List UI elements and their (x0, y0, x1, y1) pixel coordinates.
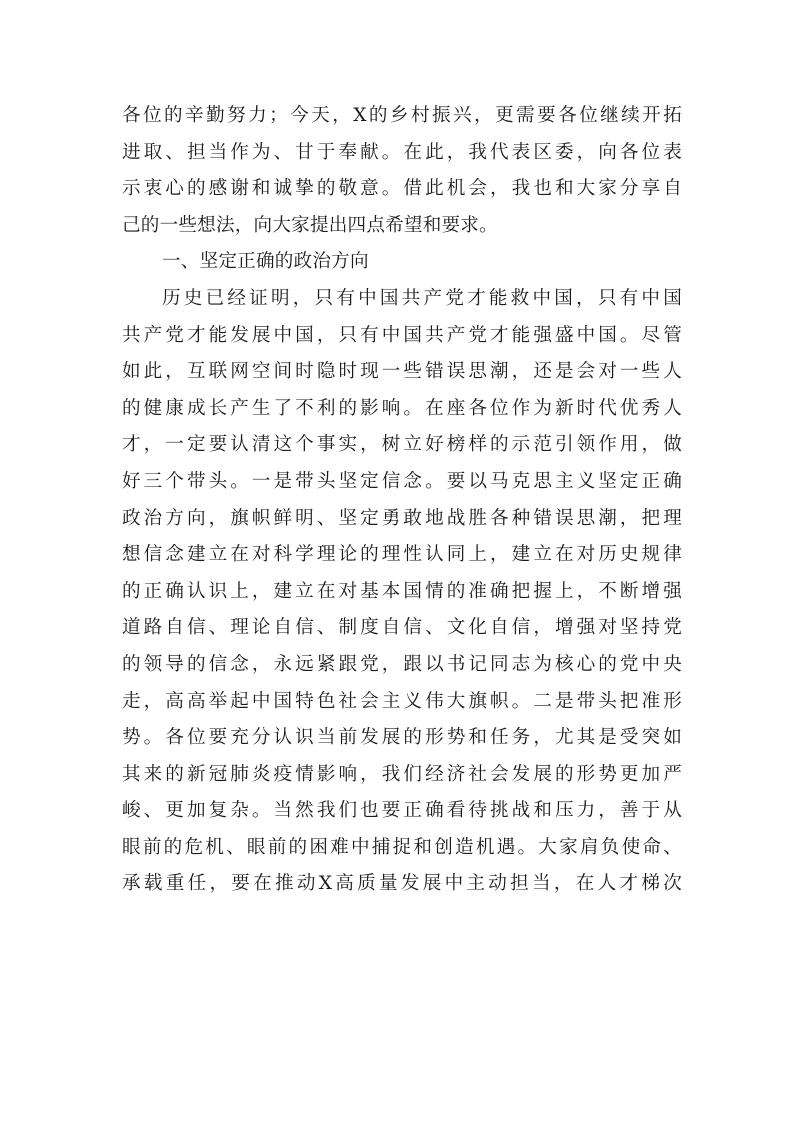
paragraph-line: 想信念建立在对科学理论的理性认同上，建立在对历史规律 (122, 544, 682, 566)
paragraph-line: 的健康成长产生了不利的影响。在座各位作为新时代优秀人 (122, 397, 682, 419)
paragraph-line: 的正确认识上，建立在对基本国情的准确把握上，不断增强 (122, 580, 682, 602)
paragraph-line: 各位的辛勤努力；今天，X的乡村振兴，更需要各位继续开拓 (122, 105, 682, 126)
paragraph-line: 好三个带头。一是带头坚定信念。要以马克思主义坚定正确 (122, 470, 682, 492)
paragraph-line: 势。各位要充分认识当前发展的形势和任务，尤其是受突如 (122, 727, 682, 749)
paragraph-line: 示衷心的感谢和诚挚的敬意。借此机会，我也和大家分享自 (122, 178, 682, 200)
paragraph-line: 的领导的信念，永远紧跟党，跟以书记同志为核心的党中央 (122, 653, 682, 675)
paragraph-line: 眼前的危机、眼前的困难中捕捉和创造机遇。大家肩负使命、 (122, 836, 682, 858)
paragraph-line: 进取、担当作为、甘于奉献。在此，我代表区委，向各位表 (122, 141, 682, 163)
paragraph-line: 承载重任，要在推动X高质量发展中主动担当，在人才梯次 (122, 873, 682, 895)
paragraph-line: 共产党才能发展中国，只有中国共产党才能强盛中国。尽管 (122, 324, 682, 346)
paragraph-line: 道路自信、理论自信、制度自信、文化自信，增强对坚持党 (122, 617, 682, 639)
paragraph-line: 政治方向，旗帜鲜明、坚定勇敢地战胜各种错误思潮，把理 (122, 507, 682, 529)
paragraph-line: 己的一些想法，向大家提出四点希望和要求。 (122, 214, 498, 236)
section-heading: 一、坚定正确的政治方向 (162, 251, 369, 273)
paragraph-line: 峻、更加复杂。当然我们也要正确看待挑战和压力，善于从 (122, 800, 682, 822)
paragraph-line: 其来的新冠肺炎疫情影响，我们经济社会发展的形势更加严 (122, 763, 682, 785)
paragraph-line: 如此，互联网空间时隐时现一些错误思潮，还是会对一些人 (122, 361, 682, 383)
paragraph-line: 才，一定要认清这个事实，树立好榜样的示范引领作用，做 (122, 434, 682, 456)
paragraph-line: 历史已经证明，只有中国共产党才能救中国，只有中国 (162, 287, 682, 309)
paragraph-line: 走，高高举起中国特色社会主义伟大旗帜。二是带头把准形 (122, 690, 682, 712)
body-text (122, 98, 682, 903)
